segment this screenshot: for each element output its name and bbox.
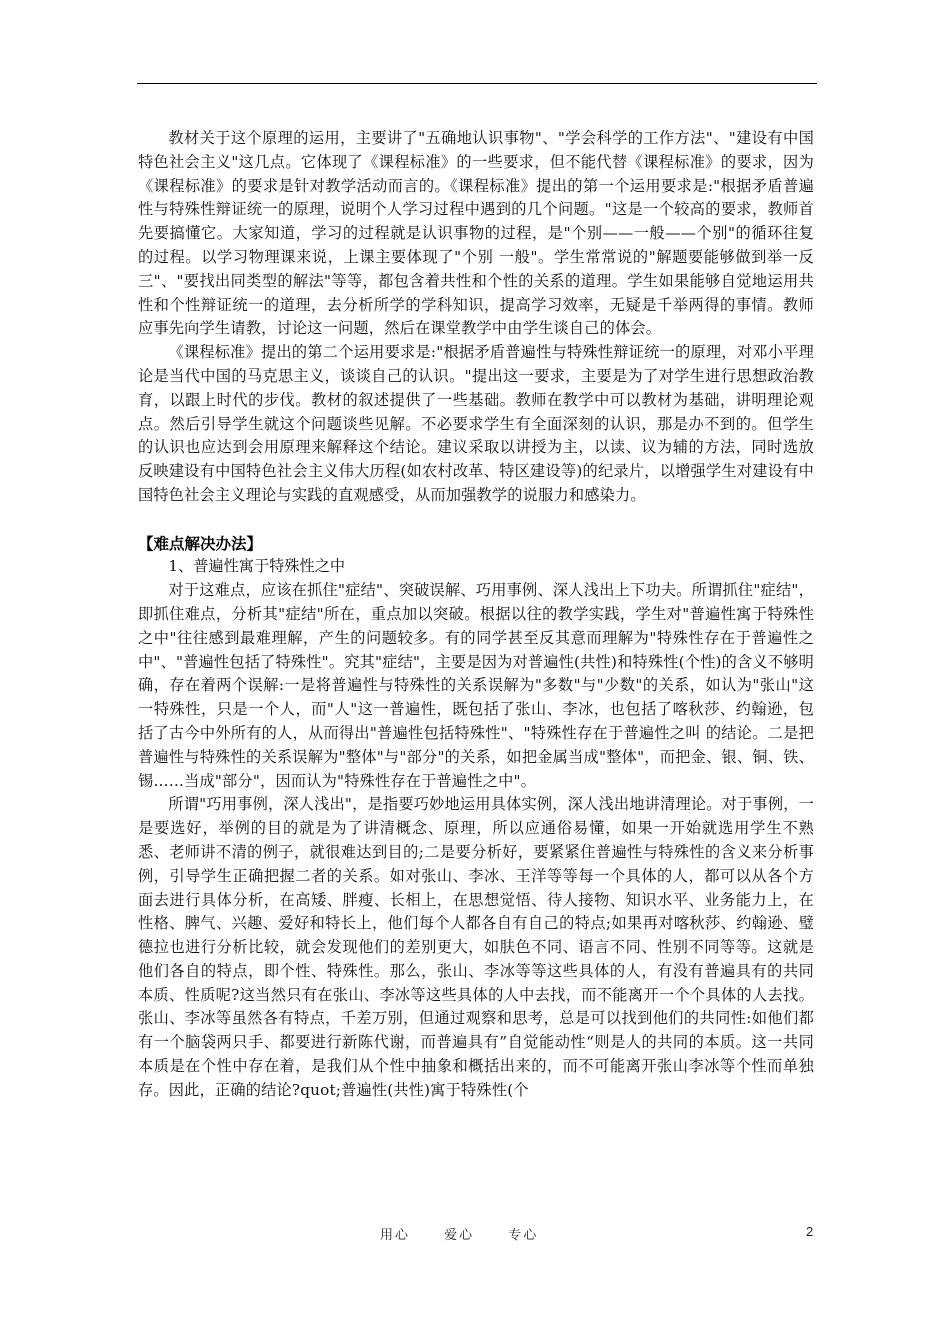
sub-heading: 1、普遍性寓于特殊性之中 bbox=[168, 557, 346, 576]
header-rule bbox=[137, 83, 817, 84]
paragraph-3: 对于这难点，应该在抓住"症结"、突破误解、巧用事例、深人浅出上下功夫。所谓抓住"症结"，即抓住难点，分析其"症结"所在，重点加以突破。根据以往的教学实践，学生对"普遍性寓于特殊性之中"往往感到最难理解，产生的问题较多。有的同学甚至反其意而理解为"特殊性存在于普遍性之中"、"普遍性包括了特殊性"。究其"症结"，主要是因为对普遍性(共性)和特殊性(个性)的含义不够明确，存在着两个误解:一是将普遍性与特殊性的关系误解为"多数"与"少数"的关系，如认为"张山"这一特殊性，只是一个人，而"人"这一普遍性，既包括了张山、李冰，也包括了喀秋莎、约翰逊，包括了古今中外所有的人，从而得出"普遍性包括特殊性"、"特殊性存在于普遍性之叫 的结论。二是把普遍性与特殊性的关系误解为"整体"与"部分"的关系，如把金属当成"整体"，而把金、银、铜、铁、锡……当成"部分"，因而认为"特殊性存在于普遍性之中"。 bbox=[138, 581, 814, 790]
page-number: 2 bbox=[806, 1224, 814, 1239]
page-footer bbox=[0, 1224, 950, 1248]
section-heading: 【难点解决办法】 bbox=[138, 533, 263, 553]
paragraph-gap bbox=[138, 508, 814, 532]
paragraph-2: 《课程标准》提出的第二个运用要求是:"根据矛盾普遍性与特殊性辩证统一的原理，对邓小平理论是当代中国的马克思主义，谈谈自己的认识。"提出这一要求，主要是为了对学生进行思想政治教育，以跟上时代的步伐。教材的叙述提供了一些基础。教师在教学中可以教材为基础，讲明理论观点。然后引导学生就这个问题谈些见解。不必要求学生有全面深刻的认识，那是办不到的。但学生的认识也应达到会用原理来解释这个结论。建议采取以讲授为主，以读、议为辅的方法，同时选放反映建设有中国特色社会主义伟大历程(如农村改革、特区建设等)的纪录片，以增强学生对建设有中国特色社会主义理论与实践的直观感受，从而加强教学的说服力和感染力。 bbox=[138, 343, 814, 504]
paragraph-1: 教材关于这个原理的运用，主要讲了"五确地认识事物"、"学会科学的工作方法"、"建设有中国特色社会主义"这几点。它体现了《课程标准》的一些要求，但不能代替《课程标准》的要求，因为《课程标准》的要求是针对教学活动而言的。《课程标准》提出的第一个运用要求是:"根据矛盾普遍性与特殊性辩证统一的原理，说明个人学习过程中遇到的几个问题。"这是一个较高的要求，教师首先要搞懂它。大家知道，学习的过程就是认识事物的过程，是"个别——一般——个别"的循环往复的过程。以学习物理课来说，上课主要体现了"个别 一般"。学生常常说的"解题要能够做到举一反三"、"要找出同类型的解法"等等，都包含着共性和个性的关系的道理。学生如果能够自觉地运用共性和个性辩证统一的道理，去分析所学的学科知识，提高学习效率，无疑是千举两得的事情。教师应事先向学生请教，讨论这一问题，然后在课堂教学中由学生谈自己的体会。 bbox=[138, 129, 814, 338]
footer-text: 用心 爱心 专心 bbox=[380, 1228, 539, 1243]
document-body bbox=[138, 127, 814, 1103]
paragraph-4: 所谓"巧用事例，深人浅出"，是指要巧妙地运用具体实例，深人浅出地讲清理论。对于事例，一是要选好，举例的目的就是为了讲清概念、原理，所以应通俗易懂，如果一开始就选用学生不熟悉、老师讲不清的例子，就很难达到目的;二是要分析好，要紧紧住普遍性与特殊性的含义来分析事例，引导学生正确把握二者的关系。如对张山、李冰、王洋等等每一个具体的人，都可以从各个方面去进行具体分析，在高矮、胖瘦、长相上，在思想觉悟、待人接物、知识水平、业务能力上，在性格、脾气、兴趣、爱好和特长上，他们每个人都各自有自己的特点;如果再对喀秋莎、约翰逊、璧德拉也进行分析比较，就会发现他们的差别更大，如肤色不同、语言不同、性别不同等等。这就是他们各自的特点，即个性、特殊性。那么，张山、李冰等等这些具体的人，有没有普遍具有的共同本质、性质呢?这当然只有在张山、李冰等这些具体的人中去找，而不能离开一个个具体的人去找。张山、李冰等虽然各有特点，千差万别，但通过观察和思考，总是可以找到他们的共同性:如他们都有一个脑袋两只手、都要进行新陈代谢，而普遍具有”自觉能动性“则是人的共同的本质。这一共同本质是在个性中存在着，是我们从个性中抽象和概括出来的，而不可能离开张山李冰等个性而单独存。因此，正确的结论?quot;普遍性(共性)寓于特殊性(个 bbox=[138, 795, 814, 1099]
